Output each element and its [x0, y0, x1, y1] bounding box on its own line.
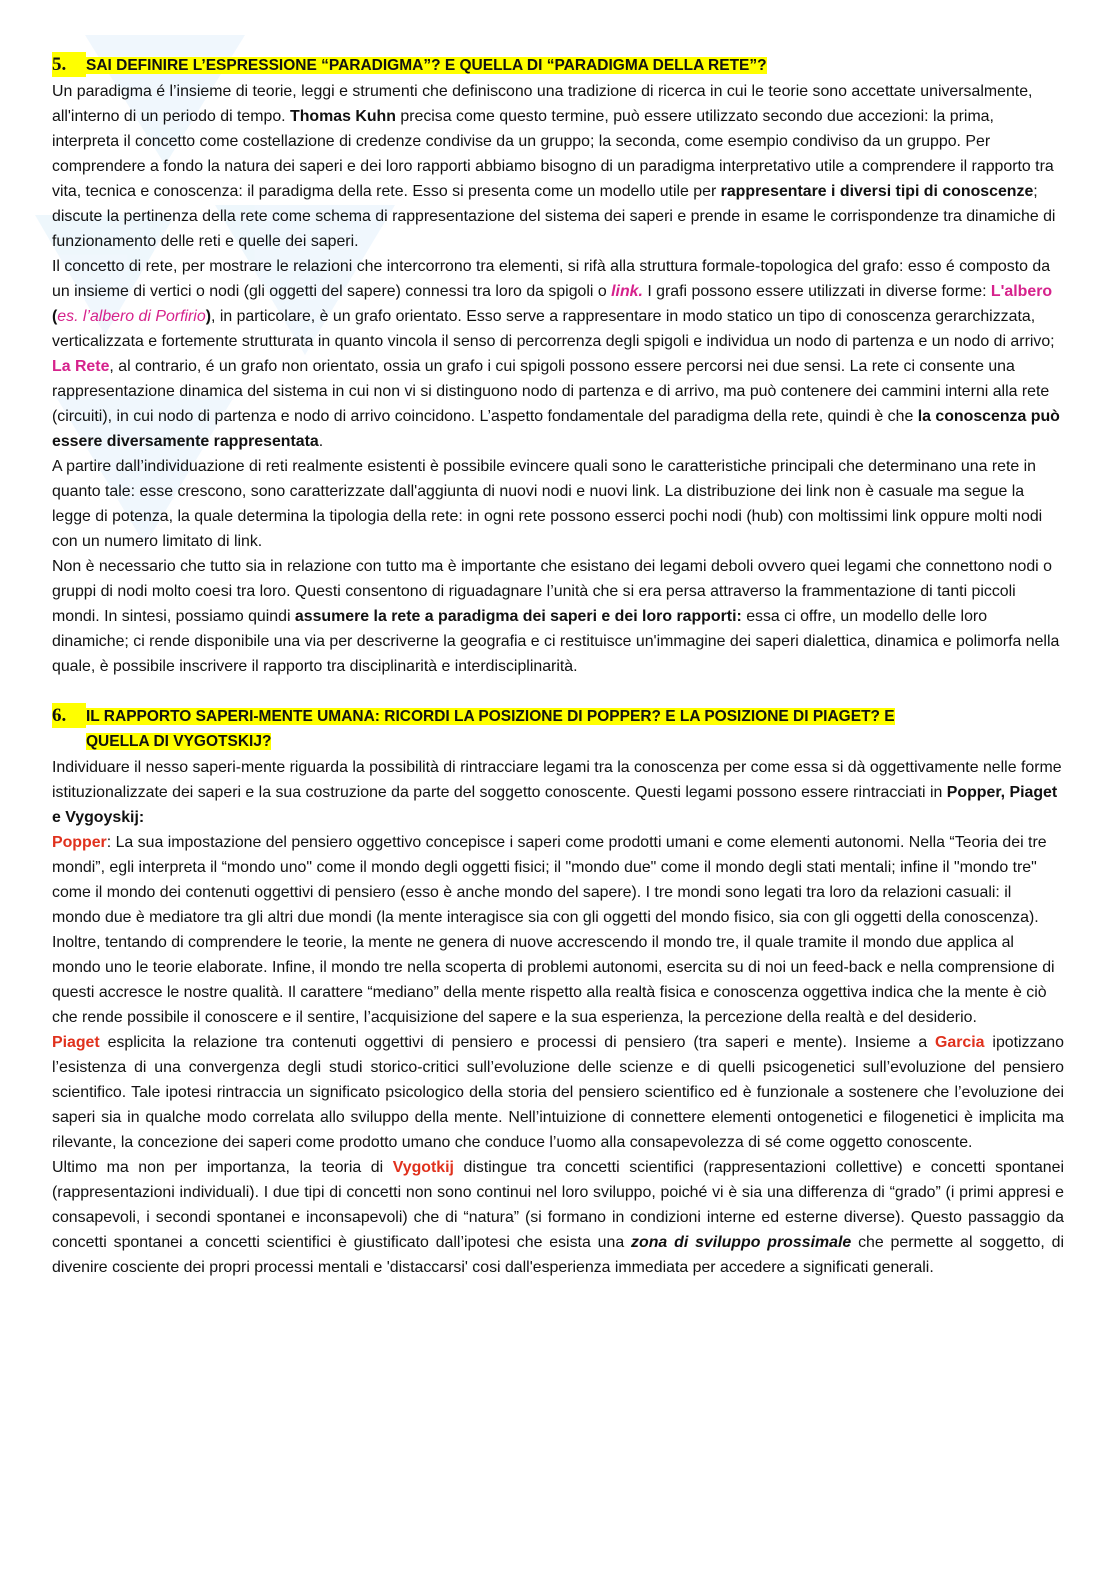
- section-5-title: SAI DEFINIRE L’ESPRESSIONE “PARADIGMA”? E QUELLA DI “PARADIGMA DELLA RETE”?: [86, 57, 767, 74]
- section-5-paragraph-1: Un paradigma é l’insieme di teorie, leggi e strumenti che definiscono una tradizione di ricerca in cui le teorie sono accettate universalmente, all'interno di un periodo di tempo. Thomas Kuhn precisa come questo termine, può essere utilizzato secondo due accezioni: la prima, interpreta il concetto come costellazione di credenze condivise da un gruppo; la seconda, come esempio condiviso da un gruppo. Per comprendere a fondo la natura dei saperi e dei loro rapporti abbiamo bisogno di un paradigma interpretativo utile a comprendere il rapporto tra vita, tecnica e conoscenza: il paradigma della rete. Esso si presenta come un modello utile per rappresentare i diversi tipi di conoscenze; discute la pertinenza della rete come schema di rappresentazione del sistema dei saperi e prende in esame le corrispondenze tra dinamiche di funzionamento delle reti e quelle dei saperi.: [52, 83, 1056, 250]
- section-5-paragraph-4: Non è necessario che tutto sia in relazione con tutto ma è importante che esistano dei legami deboli ovvero quei legami che connettono nodi o gruppi di nodi molto coesi tra loro. Questi consentono di riguadagnare l’unità che si era persa attraverso la frammentazione di tanti piccoli mondi. In sintesi, possiamo quindi assumere la rete a paradigma dei saperi e dei loro rapporti: essa ci offre, un modello delle loro dinamiche; ci rende disponibile una via per descriverne la geografia e ci restituisce un'immagine dei saperi dialettica, dinamica e polimorfa nella quale, è possibile inscrivere il rapporto tra disciplinarità e interdisciplinarità.: [52, 558, 1060, 675]
- term-zona-sviluppo: zona di sviluppo prossimale: [631, 1234, 852, 1251]
- section-5-paragraph-2: Il concetto di rete, per mostrare le relazioni che intercorrono tra elementi, si rifà alla struttura formale-topologica del grafo: esso é composto da un insieme di vertici o nodi (gli oggetti del sapere) connessi tra loro da spigoli o link. I grafi possono essere utilizzati in diverse forme: L'albero (es. l’albero di Porfirio), in particolare, è un grafo orientato. Esso serve a rappresentare in modo statico un tipo di conoscenza gerarchizzata, verticalizzata e fortemente strutturata in quanto vincola il senso di percorrenza degli spigoli e individua un nodo di partenza e un nodo di arrivo; La Rete, al contrario, é un grafo non orientato, ossia un grafo i cui spigoli possono essere percorsi nei due sensi. La rete ci consente una rappresentazione dinamica del sistema in cui non vi si distinguono nodo di partenza e di arrivo, ma può contenere dei cammini interni alla rete (circuiti), in cui nodo di partenza e nodo di arrivo coincidono. L’aspetto fondamentale del paradigma della rete, quindi è che la conoscenza può essere diversamente rappresentata.: [52, 258, 1060, 450]
- section-6-title-line-2: QUELLA DI VYGOTSKIJ?: [86, 733, 272, 750]
- name-piaget: Piaget: [52, 1034, 100, 1051]
- term-porfirio: es. l’albero di Porfirio: [57, 308, 206, 325]
- term-link: link.: [611, 283, 643, 300]
- section-6-heading: [52, 703, 1064, 754]
- name-thomas-kuhn: Thomas Kuhn: [290, 108, 396, 125]
- section-6-vygotskij: Ultimo ma non per importanza, la teoria di Vygotkij distingue tra concetti scientifici (rappresentazioni collettive) e concetti spontanei (rappresentazioni individuali). I due tipi di concetti non sono continui nel loro sviluppo, poiché vi è sia una differenza di “grado” (i primi appresi e consapevoli, i secondi spontanei e inconsapevoli) che di “natura” (si formano in condizioni interne ed esterne diverse). Questo passaggio da concetti spontanei a concetti scientifici è giustificato dall’ipotesi che esista una zona di sviluppo prossimale che permette al soggetto, di divenire cosciente dei propri processi mentali e 'distaccarsi' cosi dall'esperienza immediata per accedere a significati generali.: [52, 1159, 1064, 1276]
- section-6-intro: Individuare il nesso saperi-mente riguarda la possibilità di rintracciare legami tra la conoscenza per come essa si dà oggettivamente nelle forme istituzionalizzate dei saperi e la sua costruzione da parte del soggetto conoscente. Questi legami possono essere rintracciati in Popper, Piaget e Vygoyskij:: [52, 759, 1062, 826]
- section-5-heading: [52, 52, 1064, 78]
- name-popper: Popper: [52, 834, 107, 851]
- section-6-title-line-1: IL RAPPORTO SAPERI-MENTE UMANA: RICORDI LA POSIZIONE DI POPPER? E LA POSIZIONE DI PIAGET? E: [86, 708, 895, 725]
- section-5-paragraph-3: A partire dall’individuazione di reti realmente esistenti è possibile evincere quali sono le caratteristiche principali che determinano una rete in quanto tale: esse crescono, sono caratterizzate dall'aggiunta di nuovi nodi e nuovi link. La distribuzione dei link non è casuale ma segue la legge di potenza, la quale determina la tipologia della rete: in ogni rete possono esserci pochi nodi (hub) con moltissimi link oppure molti nodi con un numero limitato di link.: [52, 458, 1043, 550]
- term-albero: L'albero: [990, 283, 1053, 300]
- section-6-popper: Popper: La sua impostazione del pensiero oggettivo concepisce i saperi come prodotti umani e come elementi autonomi. Nella “Teoria dei tre mondi”, egli interpreta il “mondo uno" come il mondo degli oggetti fisici; il "mondo due" come il mondo degli stati mentali; infine il "mondo tre" come il mondo dei contenuti oggettivi di pensiero (esso è anche mondo del sapere). I tre mondi sono legati tra loro da relazioni casuali: il mondo due è mediatore tra gli altri due mondi (la mente interagisce sia con gli oggetti del mondo fisico, sia con gli oggetti della conoscenza). Inoltre, tentando di comprendere le teorie, la mente ne genera di nuove accrescendo il mondo tre, il quale tramite il mondo due applica al mondo uno le teorie elaborate. Infine, il mondo tre nella scoperta di problemi autonomi, esercita su di noi un feed-back e nella comprensione di questi accresce le nostre qualità. Il carattere “mediano” della mente rispetto alla realtà fisica e conoscenza oggettiva indica che la mente è ciò che rende possibile il conoscere e il sentire, l’acquisizione del sapere e la sua esperienza, la percezione della realtà e del desiderio.: [52, 834, 1055, 1026]
- section-6-number: 6.: [52, 703, 86, 728]
- section-6-piaget: Piaget esplicita la relazione tra contenuti oggettivi di pensiero e processi di pensiero (tra saperi e mente). Insieme a Garcia ipotizzano l’esistenza di una convergenza degli studi storico-critici sull’evoluzione delle scienze e di quelli psicogenetici sull’evoluzione del pensiero scientifico. Tale ipotesi rintraccia un significato psicologico della storia del pensiero scientifico ed è funzionale a sostenere che l’evoluzione dei saperi sia in qualche modo correlata allo sviluppo della mente. Nell’intuizione di connettere elementi ontogenetici e filogenetici è implicita ma rilevante, la concezione dei saperi come prodotto umano che conduce l’uomo alla consapevolezza di sé come oggetto conoscente.: [52, 1034, 1064, 1151]
- name-garcia: Garcia: [935, 1034, 985, 1051]
- document-page: [52, 52, 1064, 1280]
- name-vygotkij: Vygotkij: [392, 1159, 454, 1176]
- section-5-number: 5.: [52, 52, 86, 77]
- term-rete: La Rete: [52, 358, 110, 375]
